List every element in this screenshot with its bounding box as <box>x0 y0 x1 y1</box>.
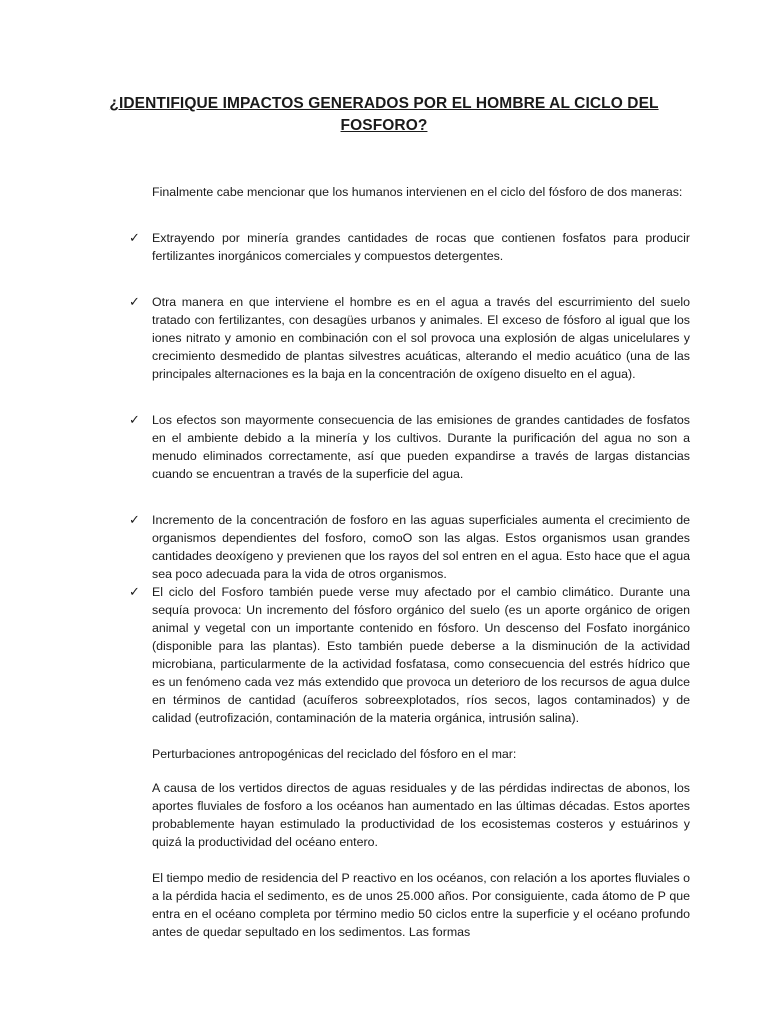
document-body <box>129 183 690 941</box>
checkmark-icon: ✓ <box>129 230 140 245</box>
bullet-text: Los efectos son mayormente consecuencia de las emisiones de grandes cantidades de fosfatos en el ambiente debido a la minería y los cultivos. Durante la purificación del agua no son a menudo eliminados correctamente, así que pueden expandirse a través de largas distancias cuando se encuentran a través de la superficie del agua. <box>152 413 690 481</box>
checkmark-icon: ✓ <box>129 512 140 527</box>
body-paragraph: A causa de los vertidos directos de aguas residuales y de las pérdidas indirectas de abonos, los aportes fluviales de fosforo a los océanos han aumentado en las últimas décadas. Estos aportes probablemente hayan estimulado la productividad de los ecosistemas costeros y estuárinos y quizá la productividad del océano entero. <box>152 781 690 849</box>
checkmark-icon: ✓ <box>129 294 140 309</box>
bullet-text: El ciclo del Fosforo también puede verse muy afectado por el cambio climático. Durante una sequía provoca: Un incremento del fósforo orgánico del suelo (es un aporte orgánico de origen animal y vegetal con un importante contenido en fósforo. Un descenso del Fosfato inorgánico (disponible para las plantas). Esto también puede deberse a la disminución de la actividad microbiana, particularmente de la actividad fosfatasa, como consecuencia del estrés hídrico que es un fenómeno cada vez más extendido que provoca un deterioro de los recursos de agua dulce en términos de cantidad (acuíferos sobreexplotados, ríos secos, lagos contaminados) y de calidad (eutrofización, contaminación de la materia orgánica, intrusión salina). <box>152 585 690 725</box>
section-heading: Perturbaciones antropogénicas del reciclado del fósforo en el mar: <box>152 747 517 761</box>
bullet-text: Extrayendo por minería grandes cantidades de rocas que contienen fosfatos para producir fertilizantes inorgánicos comerciales y compuestos detergentes. <box>152 231 690 263</box>
document-title: ¿IDENTIFIQUE IMPACTOS GENERADOS POR EL HOMBRE AL CICLO DEL FOSFORO? <box>109 95 659 134</box>
bullet-item <box>129 511 690 583</box>
checkmark-icon: ✓ <box>129 412 140 427</box>
bullet-item <box>129 411 690 483</box>
bullet-text: Incremento de la concentración de fosforo en las aguas superficiales aumenta el crecimiento de organismos dependientes del fosforo, comoO son las algas. Estos organismos usan grandes cantidades deoxígeno y previenen que los rayos del sol entren en el agua. Esto hace que el agua sea poco adecuada para la vida de otros organismos. <box>152 513 690 581</box>
bullet-item <box>129 293 690 383</box>
bullet-text: Otra manera en que interviene el hombre es en el agua a través del escurrimiento del suelo tratado con fertilizantes, con desagües urbanos y animales. El exceso de fósforo al igual que los iones nitrato y amonio en combinación con el sol provoca una explosión de algas unicelulares y crecimiento desmedido de plantas silvestres acuáticas, alterando el medio acuático (una de las principales alternaciones es la baja en la concentración de oxígeno disuelto en el agua). <box>152 295 690 381</box>
bullet-item <box>129 229 690 265</box>
intro-paragraph: Finalmente cabe mencionar que los humanos intervienen en el ciclo del fósforo de dos maneras: <box>152 185 683 199</box>
checkmark-icon: ✓ <box>129 584 140 599</box>
bullet-item <box>129 583 690 727</box>
body-paragraph: El tiempo medio de residencia del P reactivo en los océanos, con relación a los aportes fluviales o a la pérdida hacia el sedimento, es de unos 25.000 años. Por consiguiente, cada átomo de P que entra en el océano completa por término medio 50 ciclos entre la superficie y el océano profundo antes de quedar sepultado en los sedimentos. Las formas <box>152 871 690 939</box>
